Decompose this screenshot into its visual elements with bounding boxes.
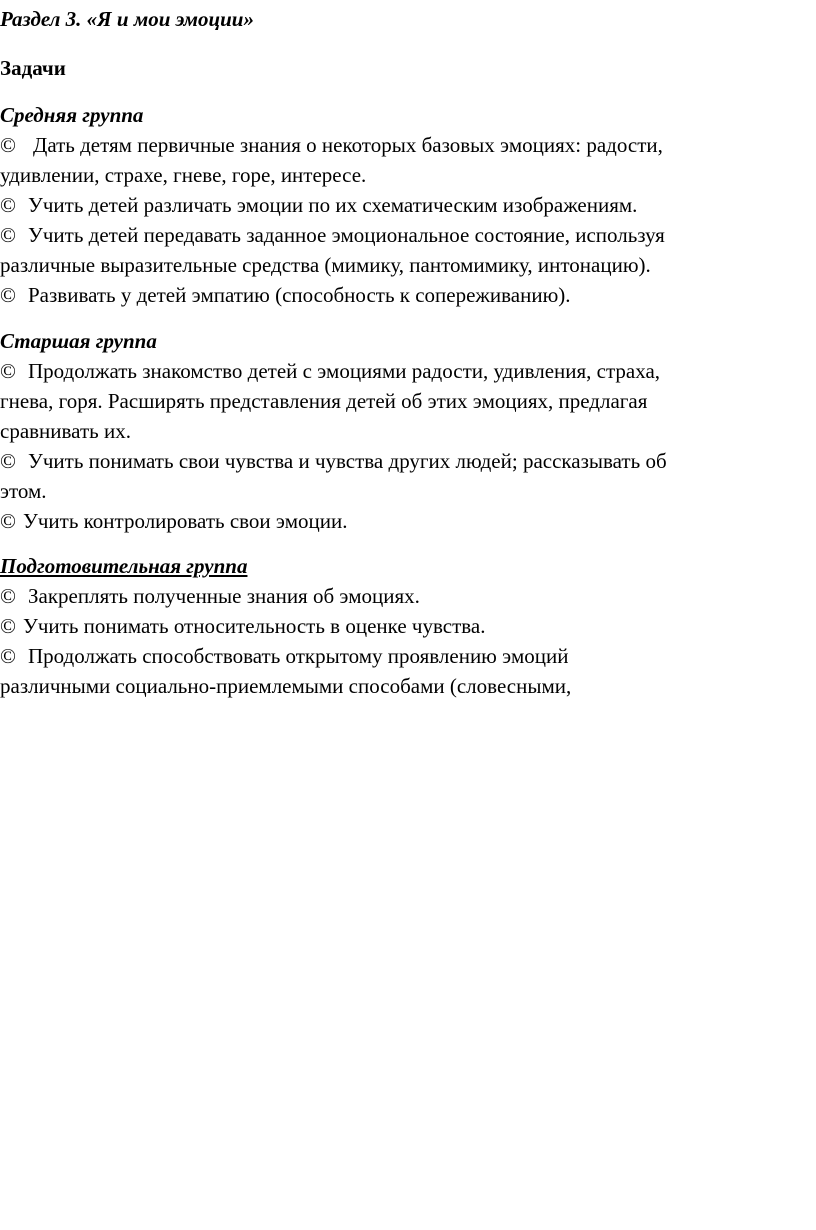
bullet-icon: © [0,584,16,608]
senior-item-2-line-1: © Учить понимать свои чувства и чувства других людей; рассказывать об [0,446,816,476]
middle-item-3-line-2: различные выразительные средства (мимику, пантомимику, интонацию). [0,253,651,277]
bullet-icon: © [0,614,16,638]
senior-item-3: © Учить контролировать свои эмоции. [0,506,816,536]
senior-item-1-line-1: © Продолжать знакомство детей с эмоциями радости, удивления, страха, [0,356,816,386]
bullet-icon: © [0,283,16,307]
middle-item-1-line-1: © Дать детям первичные знания о некоторых базовых эмоциях: радости, [0,130,816,160]
middle-item-2: © Учить детей различать эмоции по их схематическим изображениям. [0,190,816,220]
preparatory-item-1: © Закреплять полученные знания об эмоциях. [0,581,816,611]
senior-item-2-line-2: этом. [0,479,47,503]
senior-group-heading: Старшая группа [0,329,157,353]
bullet-icon: © [0,644,16,668]
bullet-icon: © [0,359,16,383]
tasks-heading: Задачи [0,56,66,80]
section-middle-group [0,100,816,310]
senior-item-1-line-2: гнева, горя. Расширять представления детей об этих эмоциях, предлагая [0,389,648,413]
preparatory-item-3-line-2: различными социально-приемлемыми способами (словесными, [0,674,572,698]
preparatory-group-heading: Подготовительная группа [0,554,248,578]
section-senior-group [0,326,816,536]
bullet-icon: © [0,449,16,473]
middle-item-3-line-1: © Учить детей передавать заданное эмоциональное состояние, используя [0,220,816,250]
section-preparatory-group [0,551,816,701]
preparatory-item-2: © Учить понимать относительность в оценке чувства. [0,611,816,641]
bullet-icon: © [0,509,16,533]
bullet-icon: © [0,193,16,217]
preparatory-item-3-line-1: © Продолжать способствовать открытому проявлению эмоций [0,641,816,671]
bullet-icon: © [0,133,16,157]
middle-item-4: © Развивать у детей эмпатию (способность к сопереживанию). [0,280,816,310]
middle-group-heading: Средняя группа [0,103,144,127]
middle-item-1-line-2: удивлении, страхе, гневе, горе, интересе. [0,163,367,187]
bullet-icon: © [0,223,16,247]
section-3-title: Раздел 3. «Я и мои эмоции» [0,7,254,31]
senior-item-1-line-3: сравнивать их. [0,419,131,443]
